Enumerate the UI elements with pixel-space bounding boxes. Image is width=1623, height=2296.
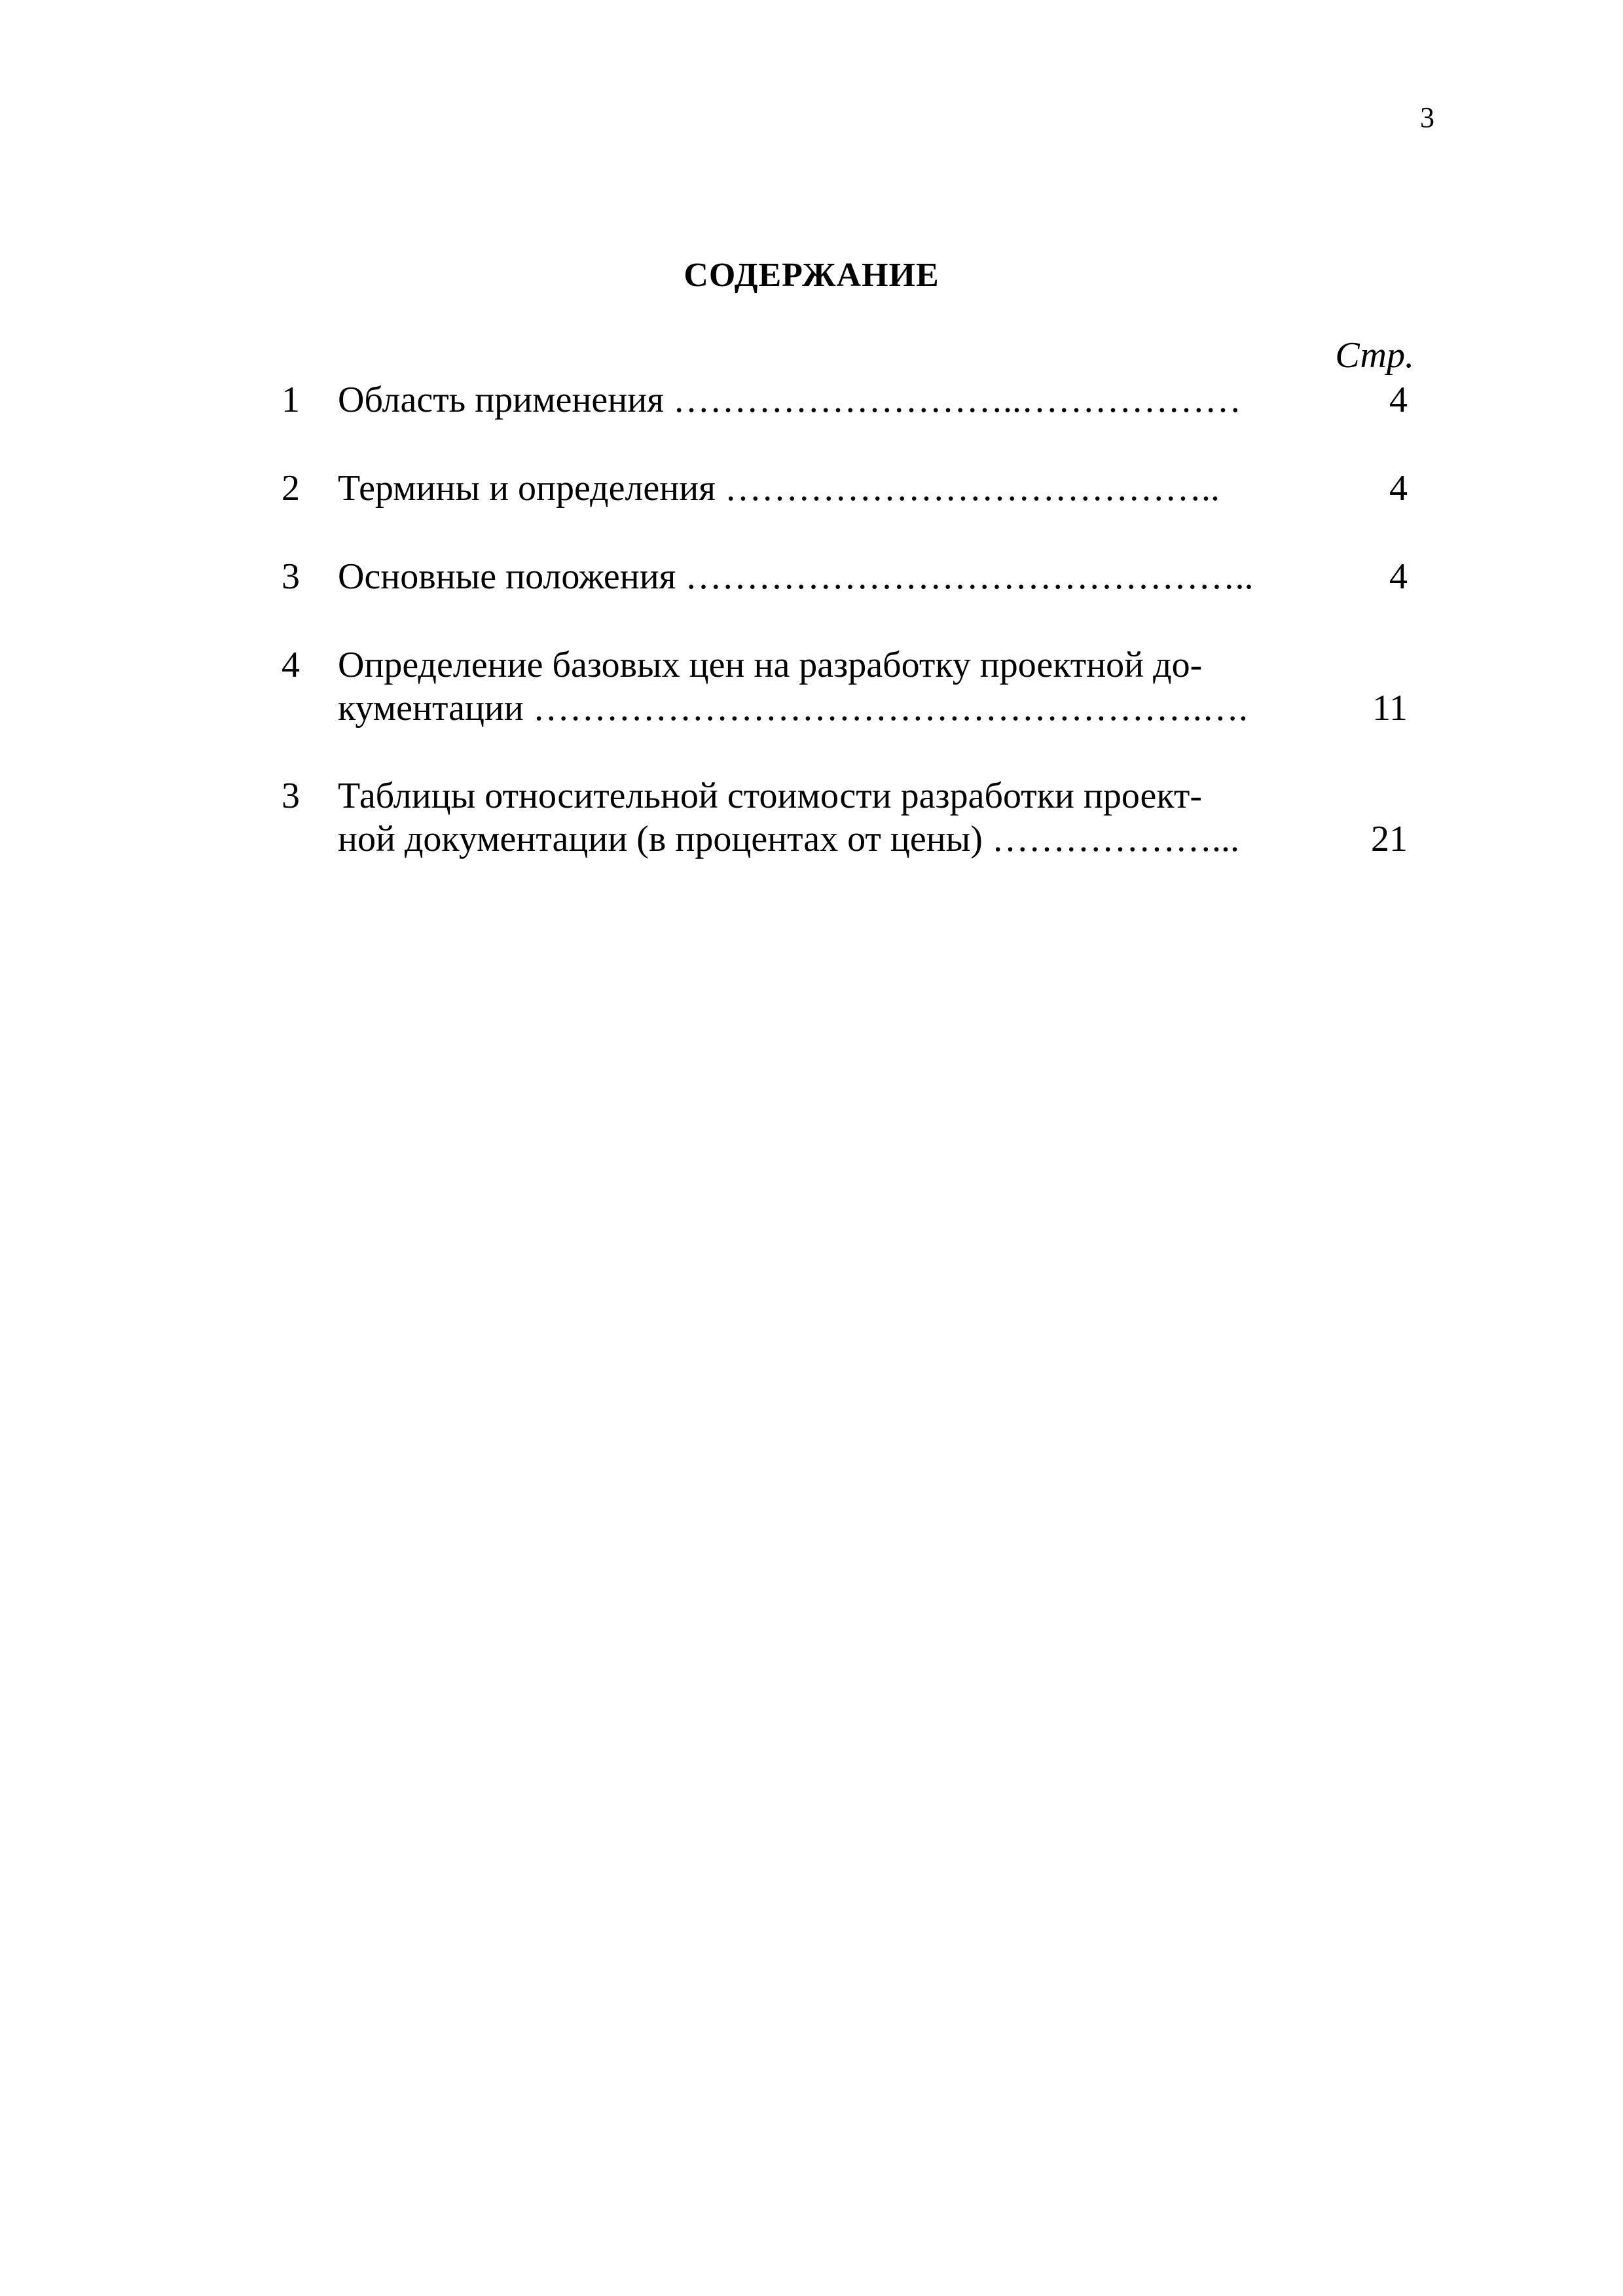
toc-entry-text xyxy=(338,378,1294,422)
toc-entry-line: ной документации (в процентах от цены) ………………... xyxy=(338,819,1239,859)
toc-entry-number: 3 xyxy=(282,776,300,816)
toc-entry-line: Определение базовых цен на разработку проектной до- xyxy=(338,645,1203,685)
toc-entry-line: Таблицы относительной стоимости разработки проект- xyxy=(338,776,1202,816)
toc-entry-line: Область применения ………………………..……………… xyxy=(338,380,1241,420)
toc-entry-page: 4 xyxy=(1389,468,1408,509)
toc-entry-text xyxy=(338,643,1294,730)
toc-entry-page: 4 xyxy=(1389,380,1408,420)
toc-entry-line: Основные положения ……………………………………….. xyxy=(338,556,1254,597)
toc-entry-page: 4 xyxy=(1389,556,1408,597)
toc-entry-page: 21 xyxy=(1371,819,1408,859)
page-number: 3 xyxy=(1420,101,1434,134)
toc-entry-number: 1 xyxy=(282,380,300,420)
toc-title: СОДЕРЖАНИЕ xyxy=(684,257,939,294)
toc-entry-line: кументации ……………………………………………….…. xyxy=(338,688,1248,728)
toc-entry-number: 4 xyxy=(282,645,300,685)
toc-entry-text xyxy=(338,555,1294,598)
toc-entry-text xyxy=(338,467,1294,510)
toc-entry-line: Термины и определения ………………………………….. xyxy=(338,468,1220,509)
toc-entry-page: 11 xyxy=(1372,688,1408,728)
page-column-header: Стр. xyxy=(1335,335,1414,376)
toc-entry-number: 2 xyxy=(282,468,300,509)
toc-entry-number: 3 xyxy=(282,556,300,597)
toc-entry-text xyxy=(338,774,1294,861)
